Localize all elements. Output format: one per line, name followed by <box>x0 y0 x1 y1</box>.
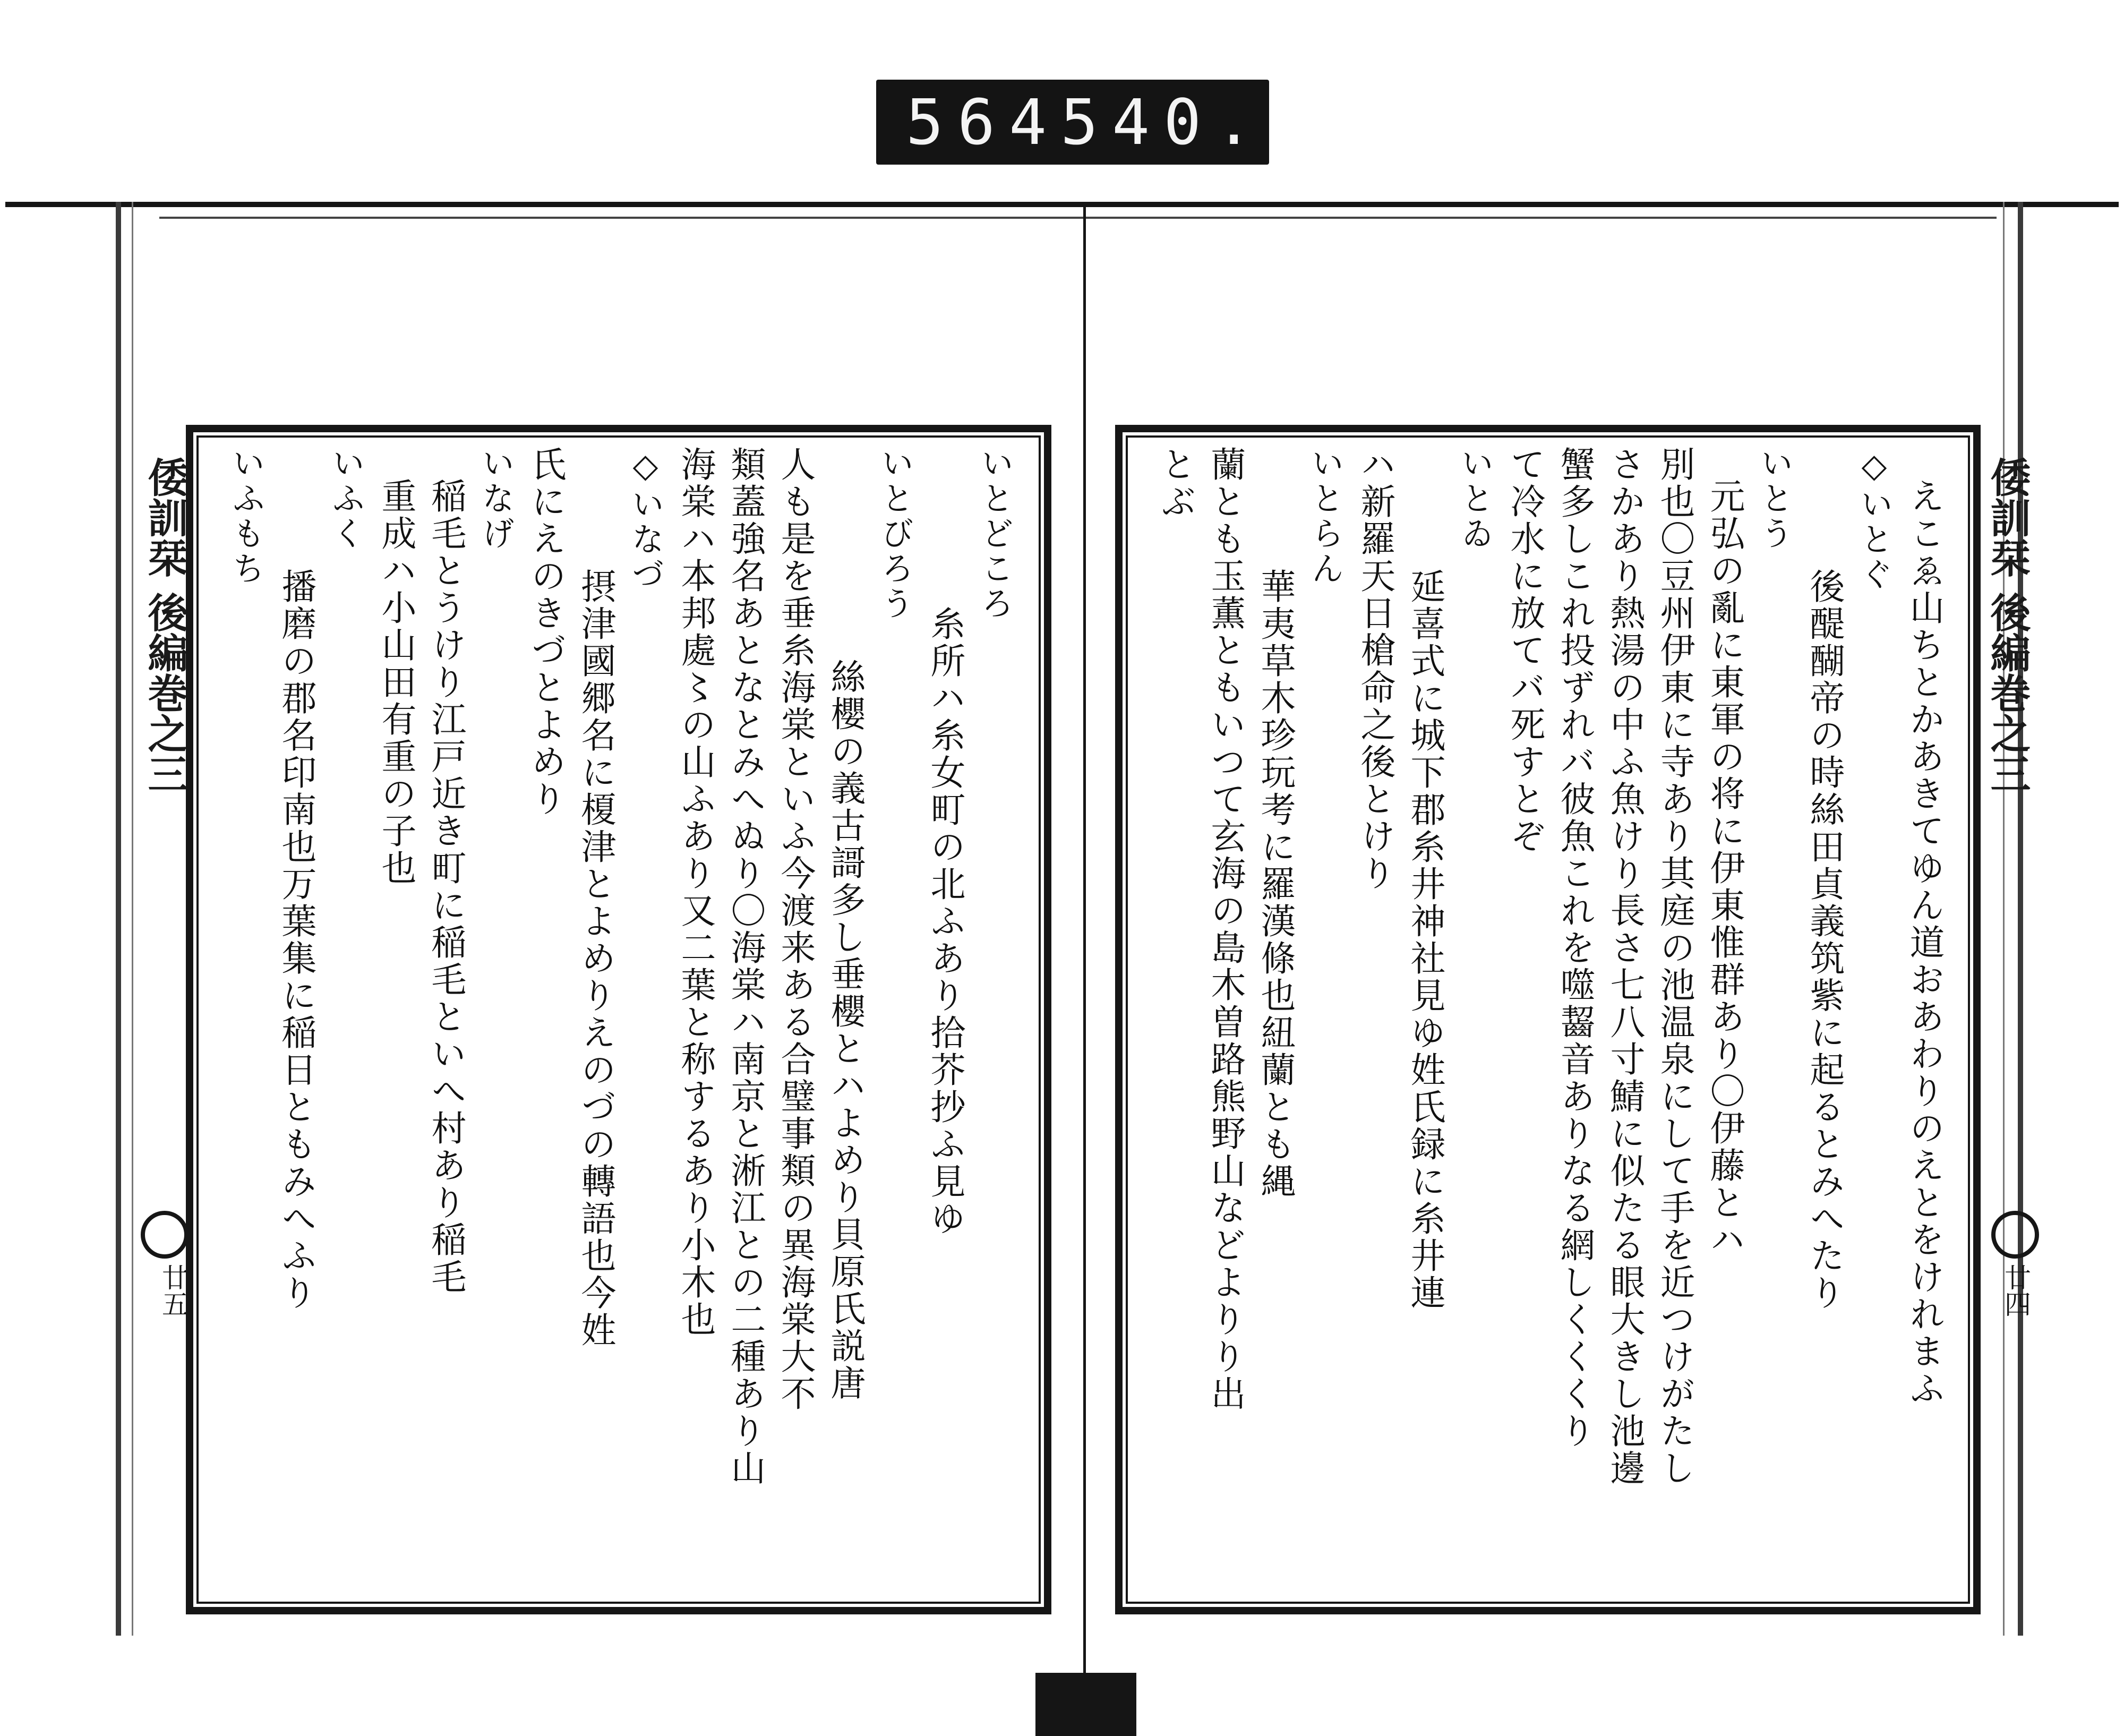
entry-text: 元弘の亂に東軍の将に伊東惟群あり〇伊藤とハ <box>1704 478 1745 1259</box>
entry-heading: いふく <box>327 446 365 551</box>
entry-text: 類蓋強名あとなとみへぬり〇海棠ハ南京と淅江との二種あり山 <box>725 446 766 1487</box>
entry-text: 糸所ハ糸女町の北ふあり拾芥抄ふ見ゆ <box>924 605 965 1237</box>
entry-heading: いとどころ <box>975 446 1014 621</box>
entry-heading: ◇いなづ <box>626 446 665 592</box>
entry-text: えこゑ山ちとかあきてゆん道おあわりのえとをけれまふ <box>1904 478 1945 1407</box>
spine-clip-stub <box>1035 1673 1136 1736</box>
top-binding-rule-inner <box>159 217 1997 219</box>
entry-heading: いふもち <box>227 446 266 586</box>
book-spine-gutter <box>1083 204 1086 1736</box>
entry-text: ハ新羅天日槍命之後とけり <box>1355 446 1395 892</box>
right-page-edge <box>2018 202 2023 1636</box>
right-page-folio-number: 廿四 <box>2000 1264 2031 1317</box>
entry-heading: いなげ <box>476 446 515 551</box>
entry-text: 別也〇豆州伊東に寺あり其庭の池温泉にして手を近つけがたし <box>1654 446 1695 1487</box>
entry-heading: いとう <box>1755 446 1794 551</box>
left-page-edge <box>116 202 121 1636</box>
entry-text: 人も是を垂糸海棠といふ今渡来ある合璧事類の異海棠大不 <box>775 446 816 1413</box>
entry-text: て冷水に放てバ死すとぞ <box>1504 446 1545 855</box>
right-page-folio-mark <box>1991 1211 2039 1259</box>
reel-number: 564 <box>906 85 1061 159</box>
entry-text: 蟹多しこれ投ずれバ彼魚これを噬齧音ありなる網しくくくり <box>1554 446 1595 1450</box>
right-page-running-title: 倭訓栞 後編巻之三 <box>1984 457 2031 794</box>
left-page <box>141 425 1051 1614</box>
right-page <box>1115 425 2031 1614</box>
entry-text: 氏にえのきづとよめり <box>525 446 566 818</box>
frame-number: 540. <box>1060 85 1267 159</box>
entry-text: 絲櫻の義古謌多し垂櫻とハよめり貝原氏説唐 <box>825 659 866 1402</box>
entry-text: 後醍醐帝の時絲田貞義筑紫に起るとみへたり <box>1804 568 1845 1312</box>
right-page-text-column <box>1147 446 1949 1588</box>
top-binding-rule <box>5 202 2119 207</box>
left-page-folio-mark <box>141 1211 189 1259</box>
entry-text: さかあり熱湯の中ふ魚けり長さ七八寸鯖に似たる眼大きし池邊 <box>1604 446 1645 1487</box>
entry-text: 海棠ハ本邦處〻の山ふあり又二葉と称するあり小木也 <box>675 446 716 1338</box>
microfilm-frame-counter <box>876 80 1269 165</box>
entry-text: 華夷草木珍玩考に羅漢條也紐蘭とも縄 <box>1255 568 1296 1200</box>
entry-text: 蘭とも玉薫ともいつて玄海の島木曽路熊野山などよりり出 <box>1205 446 1246 1413</box>
left-page-folio-number: 廿五 <box>158 1264 189 1317</box>
entry-text: 摂津國郷名に榎津とよめりえのづの轉語也今姓 <box>575 568 616 1349</box>
entry-heading <box>1147 446 1150 1588</box>
entry-heading: いとびろう <box>876 446 914 621</box>
left-page-edge-inner <box>132 202 133 1636</box>
entry-text: 延喜式に城下郡糸井神社見ゆ姓氏録に糸井連 <box>1404 568 1445 1312</box>
entry-text: 播磨の郡名印南也万葉集に稲日ともみへふり <box>276 568 316 1312</box>
entry-text: 重成ハ小山田有重の子也 <box>375 478 416 887</box>
left-page-running-title: 倭訓栞 後編巻之三 <box>141 457 189 794</box>
entry-heading: いとゐ <box>1455 446 1494 551</box>
entry-heading: ◇いとぐ <box>1855 446 1894 592</box>
entry-text: 稲毛とうけり江戸近き町に稲毛といへ村あり稲毛 <box>425 478 466 1296</box>
entry-heading: いとらん <box>1306 446 1344 586</box>
entry-text: とぶ <box>1155 446 1196 520</box>
left-page-text-column <box>223 446 1020 1588</box>
